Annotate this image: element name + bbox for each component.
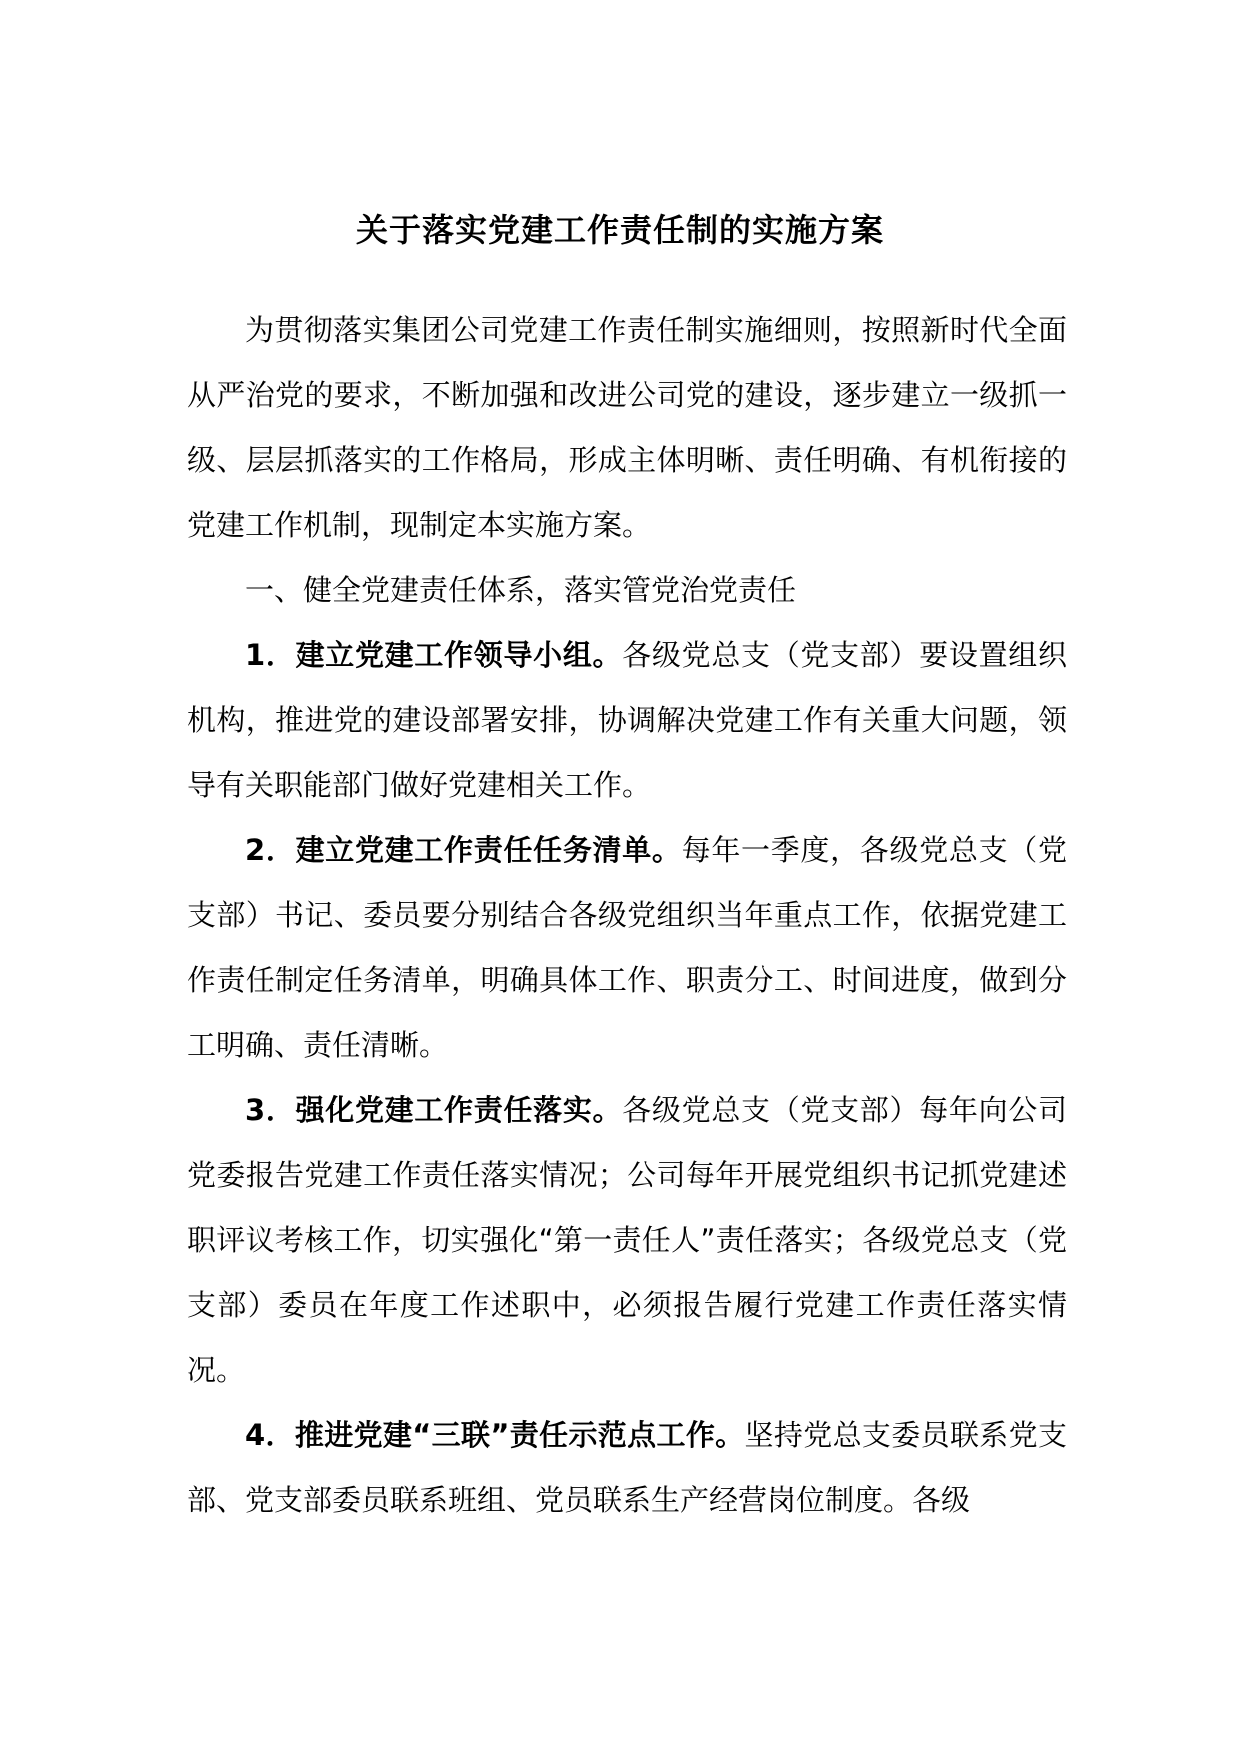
item-text: 各级党总支（党支部）要设置组织机构，推进党的建设部署安排，协调解决党建工作有关重大问题，领导有关职能部门做好党建相关工作。 [187, 638, 1067, 802]
item-number: 3． [245, 1093, 296, 1127]
item-number: 2． [245, 833, 296, 867]
item-lead: 建立党建工作责任任务清单。 [295, 833, 682, 867]
document-title: 关于落实党建工作责任制的实施方案 [355, 211, 884, 249]
item-paragraph [187, 623, 1067, 818]
item-paragraph [187, 1078, 1067, 1403]
item-text: 各级党总支（党支部）每年向公司党委报告党建工作责任落实情况；公司每年开展党组织书记抓党建述职评议考核工作，切实强化“第一责任人”责任落实；各级党总支（党支部）委员在年度工作述职中，必须报告履行党建工作责任落实情况。 [187, 1093, 1067, 1387]
item-text: 每年一季度，各级党总支（党支部）书记、委员要分别结合各级党组织当年重点工作，依据党建工作责任制定任务清单，明确具体工作、职责分工、时间进度，做到分工明确、责任清晰。 [187, 833, 1067, 1062]
item-lead: 推进党建“三联”责任示范点工作。 [294, 1418, 745, 1452]
item-number: 4． [245, 1418, 295, 1452]
item-lead: 强化党建工作责任落实。 [295, 1093, 623, 1127]
item-paragraph [187, 1403, 1067, 1533]
intro-paragraph: 为贯彻落实集团公司党建工作责任制实施细则，按照新时代全面从严治党的要求，不断加强和改进公司党的建设，逐步建立一级抓一级、层层抓落实的工作格局，形成主体明晰、责任明确、有机衔接的党建工作机制，现制定本实施方案。 [187, 313, 1067, 542]
item-number: 1． [245, 638, 296, 672]
section-heading: 一、健全党建责任体系，落实管党治党责任 [245, 573, 797, 607]
item-lead: 建立党建工作领导小组。 [295, 638, 623, 672]
item-paragraph [187, 818, 1067, 1078]
item-text: 坚持党总支委员联系党支部、党支部委员联系班组、党员联系生产经营岗位制度。各级 [187, 1418, 1067, 1517]
document-body [187, 298, 1067, 1533]
